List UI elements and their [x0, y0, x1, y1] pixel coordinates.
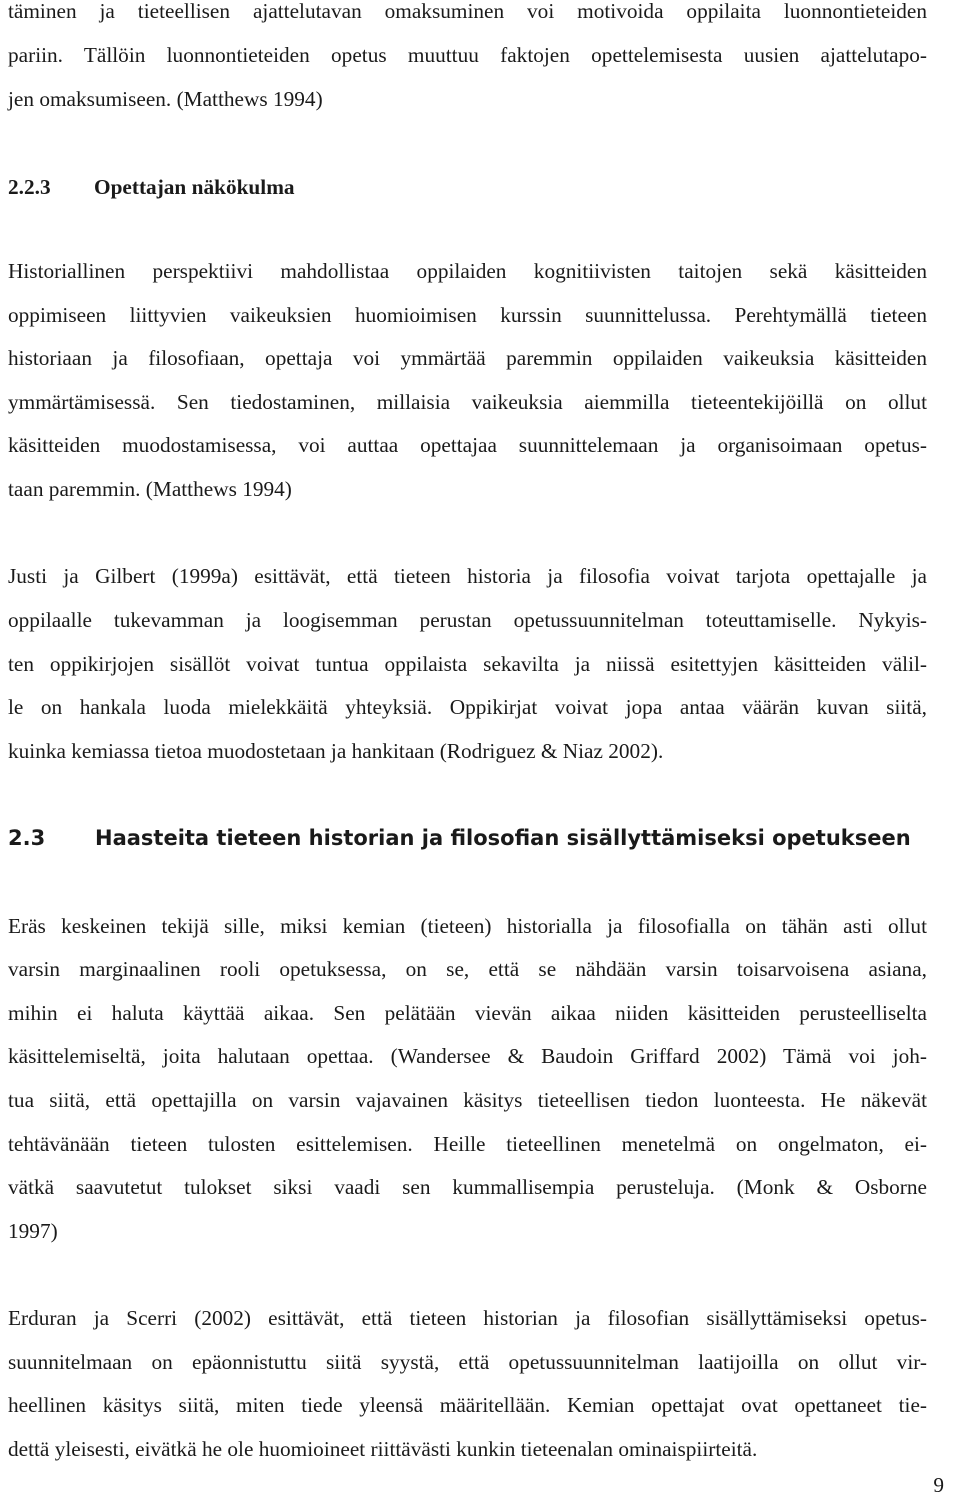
text-line: historiaan ja filosofiaan, opettaja voi ymmärtää paremmin oppilaiden vaikeuksia käsitteiden: [8, 346, 927, 370]
section-number: 2.2.3: [8, 175, 51, 199]
text-line: tehtävänään tieteen tulosten esittelemisen. Heille tieteellinen menetelmä on ongelmaton, ei-: [8, 1132, 927, 1156]
section-heading-2-3: [8, 822, 911, 854]
text-line: oppilaalle tukevamman ja loogisemman perustan opetussuunnitelman toteuttamiselle. Nykyis-: [8, 608, 927, 632]
section-heading-2-2-3: [8, 172, 295, 202]
text-line: le on hankala luoda mielekkäitä yhteyksiä. Oppikirjat voivat jopa antaa väärän kuvan siitä,: [8, 695, 927, 719]
text-line: vätkä saavutetut tulokset siksi vaadi sen kummallisempia perusteluja. (Monk & Osborne: [8, 1175, 927, 1199]
text-line: Historiallinen perspektiivi mahdollistaa oppilaiden kognitiivisten taitojen sekä käsitteiden: [8, 259, 927, 283]
text-line: varsin marginaalinen rooli opetuksessa, on se, että se nähdään varsin toisarvoisena asiana,: [8, 957, 927, 981]
section-number: 2.3: [8, 826, 46, 850]
text-line: jen omaksumiseen. (Matthews 1994): [8, 87, 323, 111]
text-line: Erduran ja Scerri (2002) esittävät, että tieteen historian ja filosofian sisällyttämiseksi opetus-: [8, 1306, 927, 1330]
page-number: 9: [933, 1473, 944, 1497]
text-line: taan paremmin. (Matthews 1994): [8, 477, 292, 501]
text-line: Justi ja Gilbert (1999a) esittävät, että tieteen historia ja filosofia voivat tarjota opettajalle ja: [8, 564, 927, 588]
text-line: ymmärtämisessä. Sen tiedostaminen, millaisia vaikeuksia aiemmilla tieteentekijöillä on ollut: [8, 390, 927, 414]
text-line: 1997): [8, 1219, 58, 1243]
text-line: täminen ja tieteellisen ajattelutavan omaksuminen voi motivoida oppilaita luonnontieteiden: [8, 0, 927, 23]
text-line: Eräs keskeinen tekijä sille, miksi kemian (tieteen) historialla ja filosofialla on tähän asti ollut: [8, 914, 927, 938]
section-title: Haasteita tieteen historian ja filosofian sisällyttämiseksi opetukseen: [95, 826, 911, 850]
text-line: mihin ei haluta käyttää aikaa. Sen pelätään vievän aikaa niiden käsitteiden perusteelliselta: [8, 1001, 927, 1025]
text-line: käsittelemiseltä, joita halutaan opettaa. (Wandersee & Baudoin Griffard 2002) Tämä voi joh-: [8, 1044, 927, 1068]
text-line: suunnitelmaan on epäonnistuttu siitä syystä, että opetussuunnitelman laatijoilla on ollut vir-: [8, 1350, 927, 1374]
text-line: dettä yleisesti, eivätkä he ole huomioineet riittävästi kunkin tieteenalan ominaispiirteitä.: [8, 1437, 758, 1461]
section-title: Opettajan näkökulma: [94, 175, 295, 199]
text-line: oppimiseen liittyvien vaikeuksien huomioimisen kurssin suunnittelussa. Perehtymällä tieteen: [8, 303, 927, 327]
text-line: käsitteiden muodostamisessa, voi auttaa opettajaa suunnittelemaan ja organisoimaan opetus-: [8, 433, 927, 457]
text-line: tua siitä, että opettajilla on varsin vajavainen käsitys tieteellisen tiedon luonteesta. He näkevät: [8, 1088, 927, 1112]
text-line: ten oppikirjojen sisällöt voivat tuntua oppilaista sekavilta ja niissä esitettyjen käsitteiden välil-: [8, 652, 927, 676]
text-line: kuinka kemiassa tietoa muodostetaan ja hankitaan (Rodriguez & Niaz 2002).: [8, 739, 664, 763]
text-line: pariin. Tällöin luonnontieteiden opetus muuttuu faktojen opettelemisesta uusien ajattelutapo-: [8, 43, 927, 67]
text-line: heellinen käsitys siitä, miten tiede yleensä määritellään. Kemian opettajat ovat opettaneet tie-: [8, 1393, 927, 1417]
